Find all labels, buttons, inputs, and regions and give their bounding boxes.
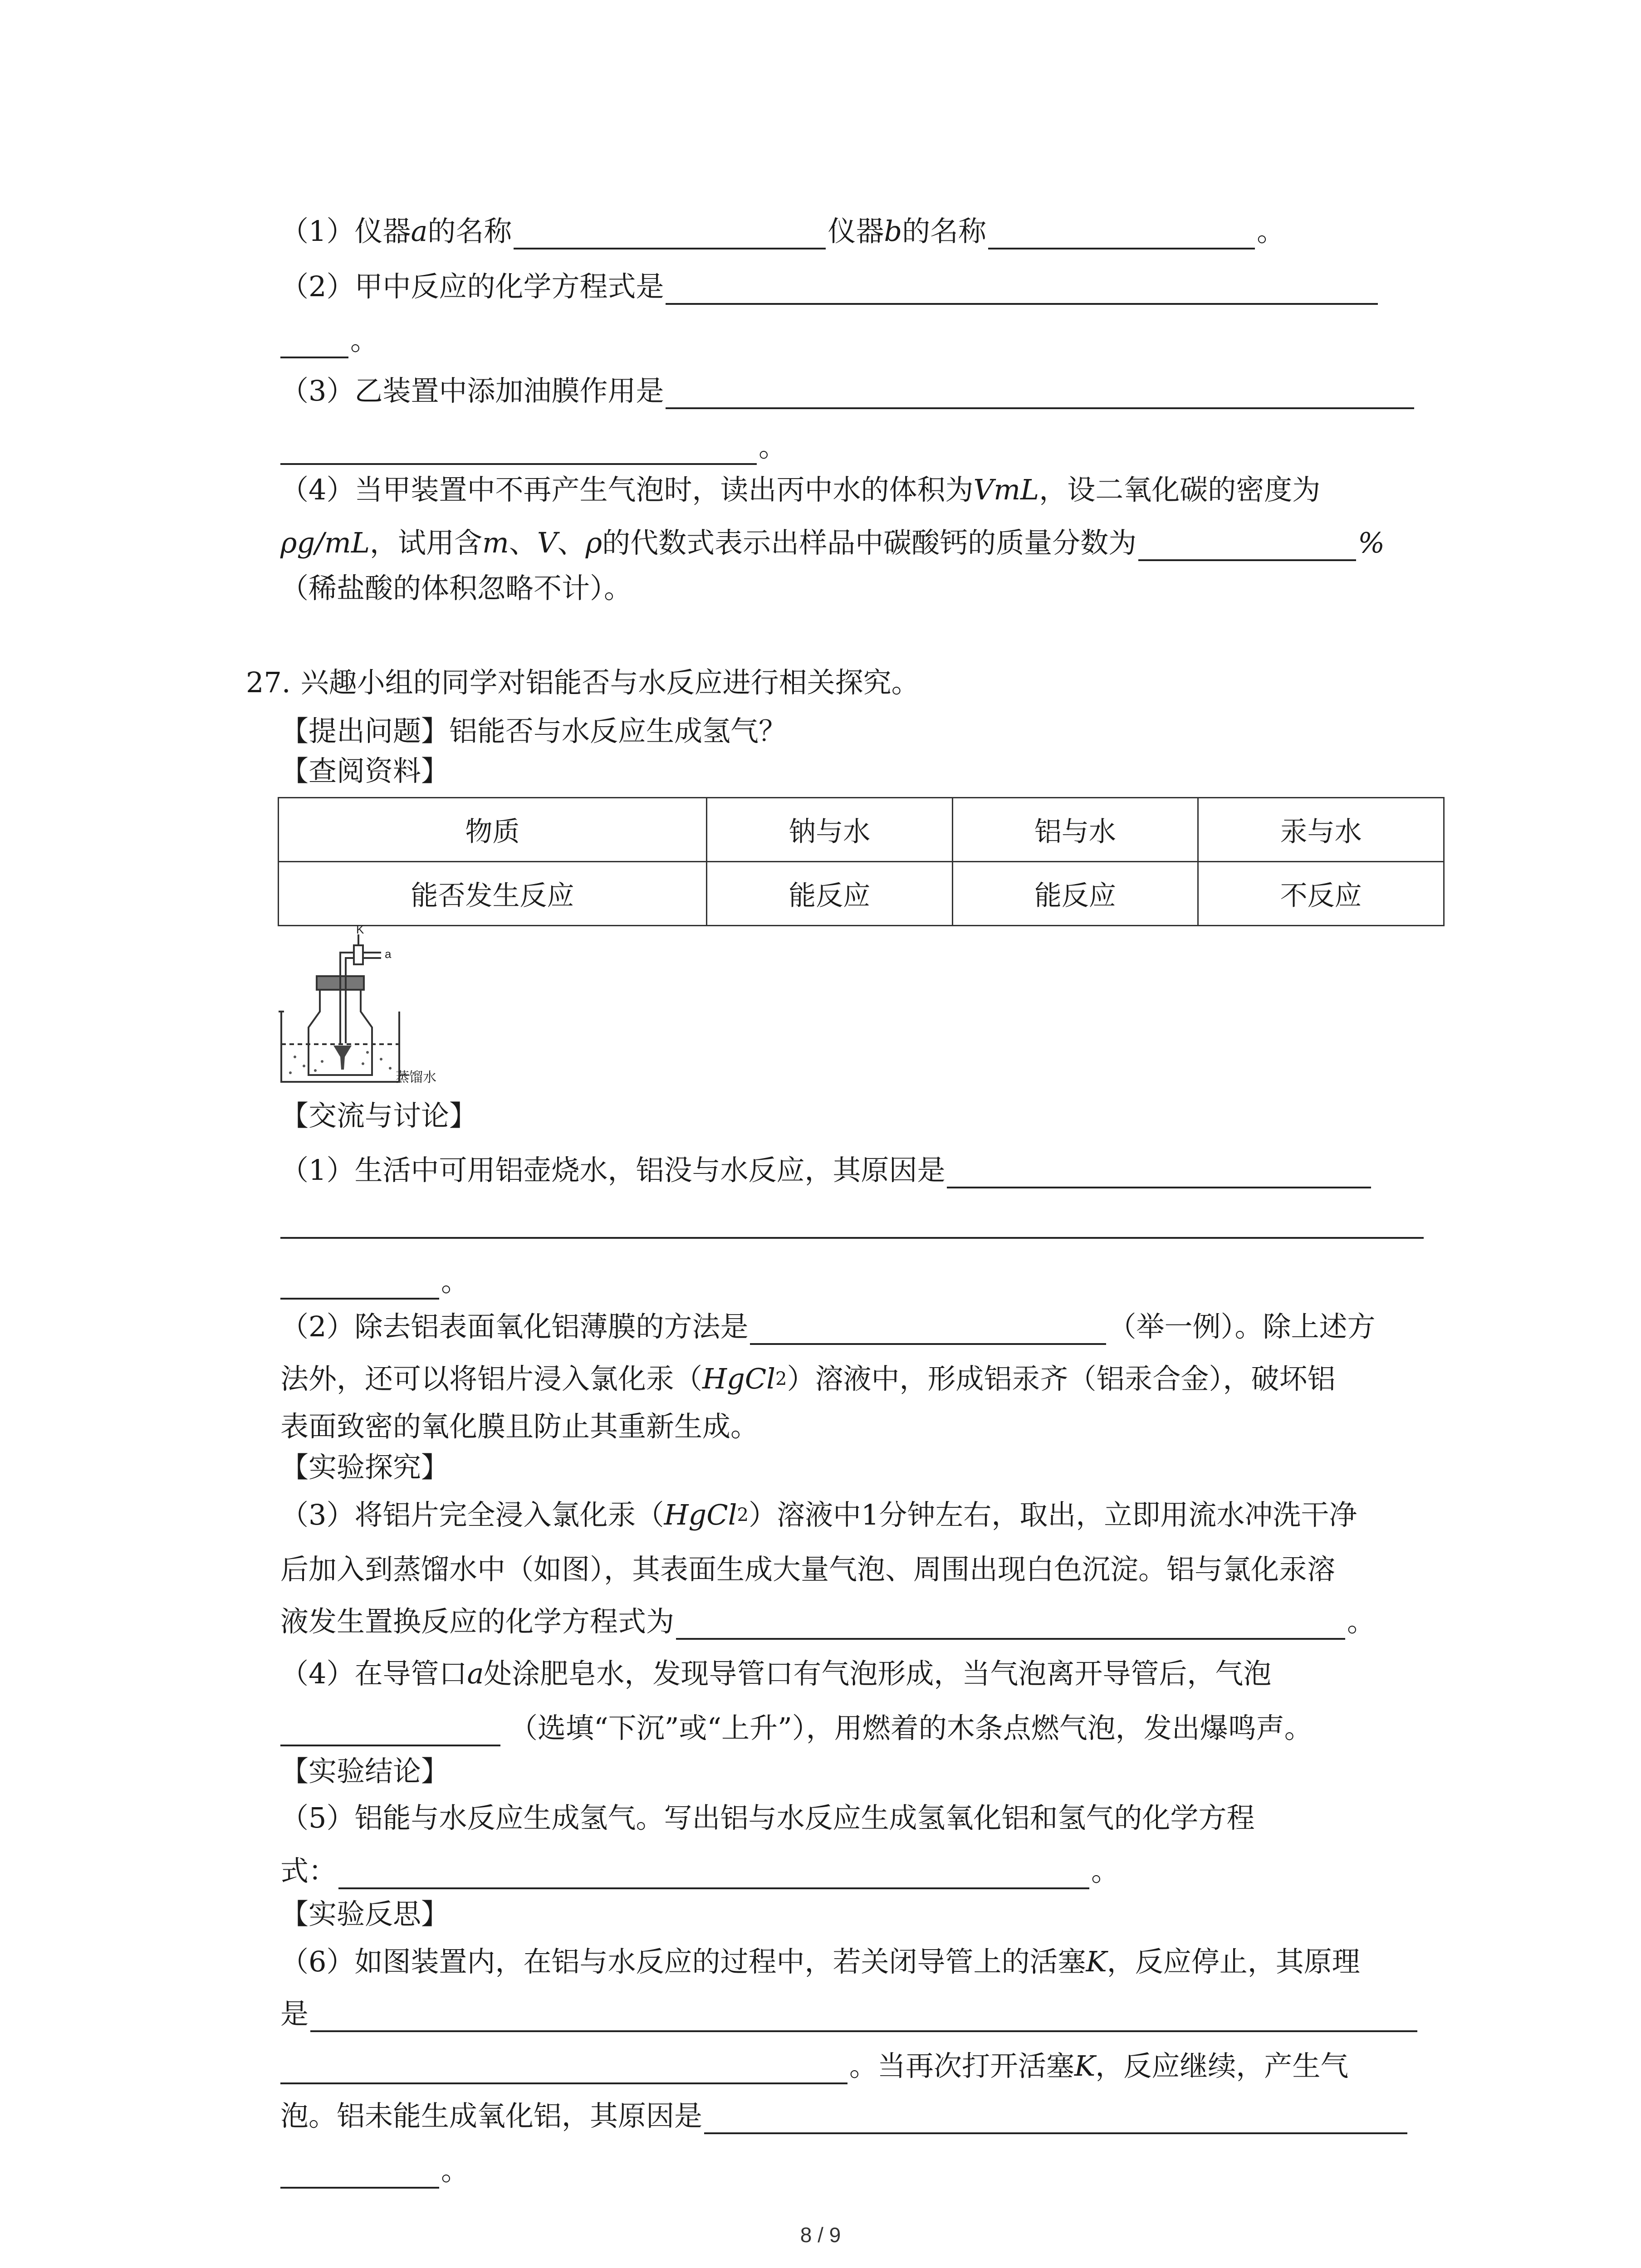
- q26-part2-cont: [280, 322, 378, 358]
- answer-blank-hgcl-equation[interactable]: [676, 1610, 1345, 1640]
- answer-blank-oil-film-cont[interactable]: [280, 435, 757, 465]
- answer-blank-al-water-equation[interactable]: [338, 1859, 1089, 1889]
- q27-part3-text3: 后加入到蒸馏水中（如图），其表面生成大量气泡、周围出现白色沉淀。铝与氯化汞溶: [280, 1553, 1336, 1586]
- section-raise-question: 【提出问题】铝能否与水反应生成氢气？: [280, 714, 787, 748]
- q27-part6-line4: [280, 2098, 1409, 2134]
- q26-part2-label: （2）甲中反应的化学方程式是: [280, 270, 664, 303]
- answer-blank-principle[interactable]: [310, 2002, 1417, 2032]
- q26-part4-note: （稀盐酸的体积忽略不计）。: [280, 572, 632, 605]
- q27-part6-line2: [280, 1996, 1419, 2032]
- q26-part4-line3: [280, 570, 632, 606]
- table-cell: 能反应: [952, 862, 1198, 926]
- q26-part1-text3: 的名称: [902, 215, 987, 248]
- q27-part6-label: 是: [280, 1997, 309, 2030]
- period: 。: [1091, 1854, 1120, 1887]
- q27-part5-text: （5）铝能与水反应生成氢气。写出铝与水反应生成氢氧化铝和氢气的化学方程: [280, 1801, 1255, 1834]
- label-k: K: [356, 923, 364, 936]
- q27-discuss: [280, 1098, 477, 1134]
- table-header-row: [279, 798, 1444, 862]
- section-conclusion: 【实验结论】: [280, 1755, 450, 1788]
- table-cell: 钠与水: [706, 798, 952, 862]
- q27-part1-cont2: [280, 1263, 469, 1300]
- var-b: b: [884, 215, 902, 248]
- answer-blank-reason[interactable]: [947, 1158, 1371, 1188]
- q27-part4-line2: [280, 1710, 1313, 1746]
- q27-part6-line: [280, 1944, 1360, 1980]
- q27-part6-text2: ，反应停止，其原理: [1107, 1945, 1360, 1978]
- apparatus-figure: [277, 923, 436, 1089]
- answer-blank-principle-cont[interactable]: [280, 2054, 847, 2084]
- separator: 、: [557, 526, 586, 559]
- section-discuss: 【交流与讨论】: [280, 1099, 478, 1132]
- q27-part2-text4: ）溶液中，形成铝汞齐（铝汞合金），破坏铝: [787, 1362, 1336, 1395]
- period: 。: [759, 430, 787, 463]
- q27-intro: 兴趣小组的同学对铝能否与水反应进行相关探究。: [300, 666, 920, 699]
- answer-blank-reason-cont2[interactable]: [280, 1270, 439, 1300]
- q27-intro-line: [246, 665, 920, 701]
- q27-part4-text2: 处涂肥皂水，发现导管口有气泡形成，当气泡离开导管后，气泡: [484, 1657, 1272, 1690]
- answer-blank-instrument-a[interactable]: [514, 220, 826, 249]
- q27-part1-text: （1）生活中可用铝壶烧水，铝没与水反应，其原因是: [280, 1154, 945, 1187]
- table-cell: 铝与水: [952, 798, 1198, 862]
- q26-part1-label: （1）仪器: [280, 215, 411, 248]
- subscript: 2: [737, 1505, 749, 1525]
- answer-blank-oil-film[interactable]: [666, 379, 1414, 409]
- q26-part4-text2: ，设二氧化碳的密度为: [1039, 473, 1321, 506]
- q27-part2-line2: [280, 1361, 1336, 1397]
- section-reflect: 【实验反思】: [280, 1897, 450, 1931]
- answer-blank-mass-fraction[interactable]: [1138, 531, 1356, 561]
- var-a: a: [411, 215, 428, 248]
- q27-part6-text3: 。当再次打开活塞: [849, 2049, 1075, 2082]
- q26-part3-line: [280, 373, 1416, 409]
- var-v: V: [537, 526, 558, 559]
- q27-reflect: [280, 1896, 449, 1932]
- q26-part4-text: （4）当甲装置中不再产生气泡时，读出丙中水的体积为: [280, 473, 974, 506]
- q27-explore: [280, 1449, 449, 1486]
- q26-part3-cont: [280, 429, 787, 465]
- q27-part3-line2: [280, 1551, 1335, 1588]
- q27-part3-text4: 液发生置换反应的化学方程式为: [280, 1605, 675, 1638]
- q27-problem: [280, 713, 787, 749]
- answer-blank-instrument-b[interactable]: [988, 220, 1255, 249]
- section-lookup: 【查阅资料】: [280, 754, 450, 787]
- section-explore: 【实验探究】: [280, 1451, 450, 1484]
- var-rho: ρ: [585, 526, 603, 559]
- answer-blank-method[interactable]: [750, 1315, 1106, 1345]
- q27-part3-text2: ）溶液中1分钟左右，取出，立即用流水冲洗干净: [748, 1498, 1357, 1531]
- period: 。: [441, 1265, 470, 1298]
- q26-part1-line: [280, 213, 1285, 249]
- q27-part5-label: 式：: [280, 1854, 337, 1887]
- var-a: a: [467, 1657, 484, 1690]
- q27-part1-line: [280, 1152, 1373, 1188]
- q26-part4-line2: [280, 525, 1385, 561]
- page-number: 8 / 9: [800, 2223, 841, 2247]
- q26-part4-text3: ，试用含: [370, 526, 483, 559]
- table-cell: 不反应: [1198, 862, 1444, 926]
- table-cell: 能否发生反应: [279, 862, 707, 926]
- var-k: K: [1086, 1945, 1107, 1978]
- subscript: 2: [775, 1369, 787, 1389]
- q27-part6-text5: 泡。铝未能生成氧化铝，其原因是: [280, 2099, 703, 2132]
- q27-part1-cont: [280, 1209, 1425, 1239]
- q27-part4-text3: （选填“下沉”或“上升”），用燃着的木条点燃气泡，发出爆鸣声。: [509, 1711, 1313, 1745]
- q27-conclusion: [280, 1753, 449, 1789]
- q27-part4-text: （4）在导管口: [280, 1657, 467, 1690]
- question-number: 27.: [246, 666, 291, 699]
- q27-part2-line3: [280, 1408, 759, 1445]
- percent-sign: %: [1358, 526, 1385, 559]
- label-a: a: [385, 947, 392, 961]
- period: 。: [441, 2154, 470, 2187]
- q27-part2-line: [280, 1309, 1375, 1345]
- q27-part4-line: [280, 1656, 1271, 1692]
- answer-blank-bubble-direction[interactable]: [280, 1716, 500, 1746]
- q26-part1-text2: 仪器: [828, 215, 884, 248]
- var-m: m: [482, 526, 509, 559]
- var-rho-unit: ρg/mL: [280, 526, 370, 559]
- answer-blank-reason-cont[interactable]: [280, 1209, 1424, 1239]
- table-cell: 物质: [279, 798, 707, 862]
- answer-blank-equation-jia-cont[interactable]: [280, 328, 348, 358]
- q27-part3-text: （3）将铝片完全浸入氯化汞（: [280, 1498, 664, 1531]
- label-distilled-water: 蒸馏水: [396, 1070, 436, 1085]
- var-k: K: [1074, 2049, 1096, 2082]
- period: 。: [350, 323, 379, 357]
- separator: 、: [509, 526, 537, 559]
- period: 。: [1257, 215, 1285, 248]
- var-vml: VmL: [973, 473, 1039, 506]
- q27-part2-text: （2）除去铝表面氧化铝薄膜的方法是: [280, 1310, 749, 1343]
- q26-part2-line: [280, 269, 1380, 305]
- q27-part2-text3: 法外，还可以将铝片浸入氯化汞（: [280, 1362, 703, 1395]
- answer-blank-no-oxide-reason-cont[interactable]: [280, 2159, 439, 2189]
- table-cell: 能反应: [706, 862, 952, 926]
- answer-blank-no-oxide-reason[interactable]: [704, 2104, 1407, 2134]
- q27-part5-line2: [280, 1853, 1119, 1889]
- q27-part3-line3: [280, 1603, 1375, 1640]
- answer-blank-equation-jia[interactable]: [666, 275, 1378, 305]
- q27-part6-text: （6）如图装置内，在铝与水反应的过程中，若关闭导管上的活塞: [280, 1945, 1086, 1978]
- q27-part6-line3: [280, 2048, 1348, 2084]
- formula-hgcl: HgCl: [664, 1498, 737, 1531]
- table-row: [279, 862, 1444, 926]
- q27-lookup: [280, 753, 449, 789]
- q27-part3-line: [280, 1497, 1357, 1533]
- q27-part6-text4: ，反应继续，产生气: [1095, 2049, 1349, 2082]
- q26-part1-text: 的名称: [427, 215, 512, 248]
- q26-part4-text4: 的代数式表示出样品中碳酸钙的质量分数为: [602, 526, 1137, 559]
- q27-part2-text2: （举一例）。除上述方: [1108, 1310, 1376, 1343]
- q27-part5-line: [280, 1800, 1254, 1836]
- q27-part2-text5: 表面致密的氧化膜且防止其重新生成。: [280, 1410, 759, 1443]
- q26-part4-line: [280, 472, 1320, 508]
- formula-hgcl: HgCl: [702, 1362, 776, 1395]
- q27-part6-line5: [280, 2152, 469, 2189]
- reference-table: [278, 797, 1445, 926]
- table-cell: 汞与水: [1198, 798, 1444, 862]
- period: 。: [1347, 1605, 1376, 1638]
- q26-part3-label: （3）乙装置中添加油膜作用是: [280, 374, 664, 407]
